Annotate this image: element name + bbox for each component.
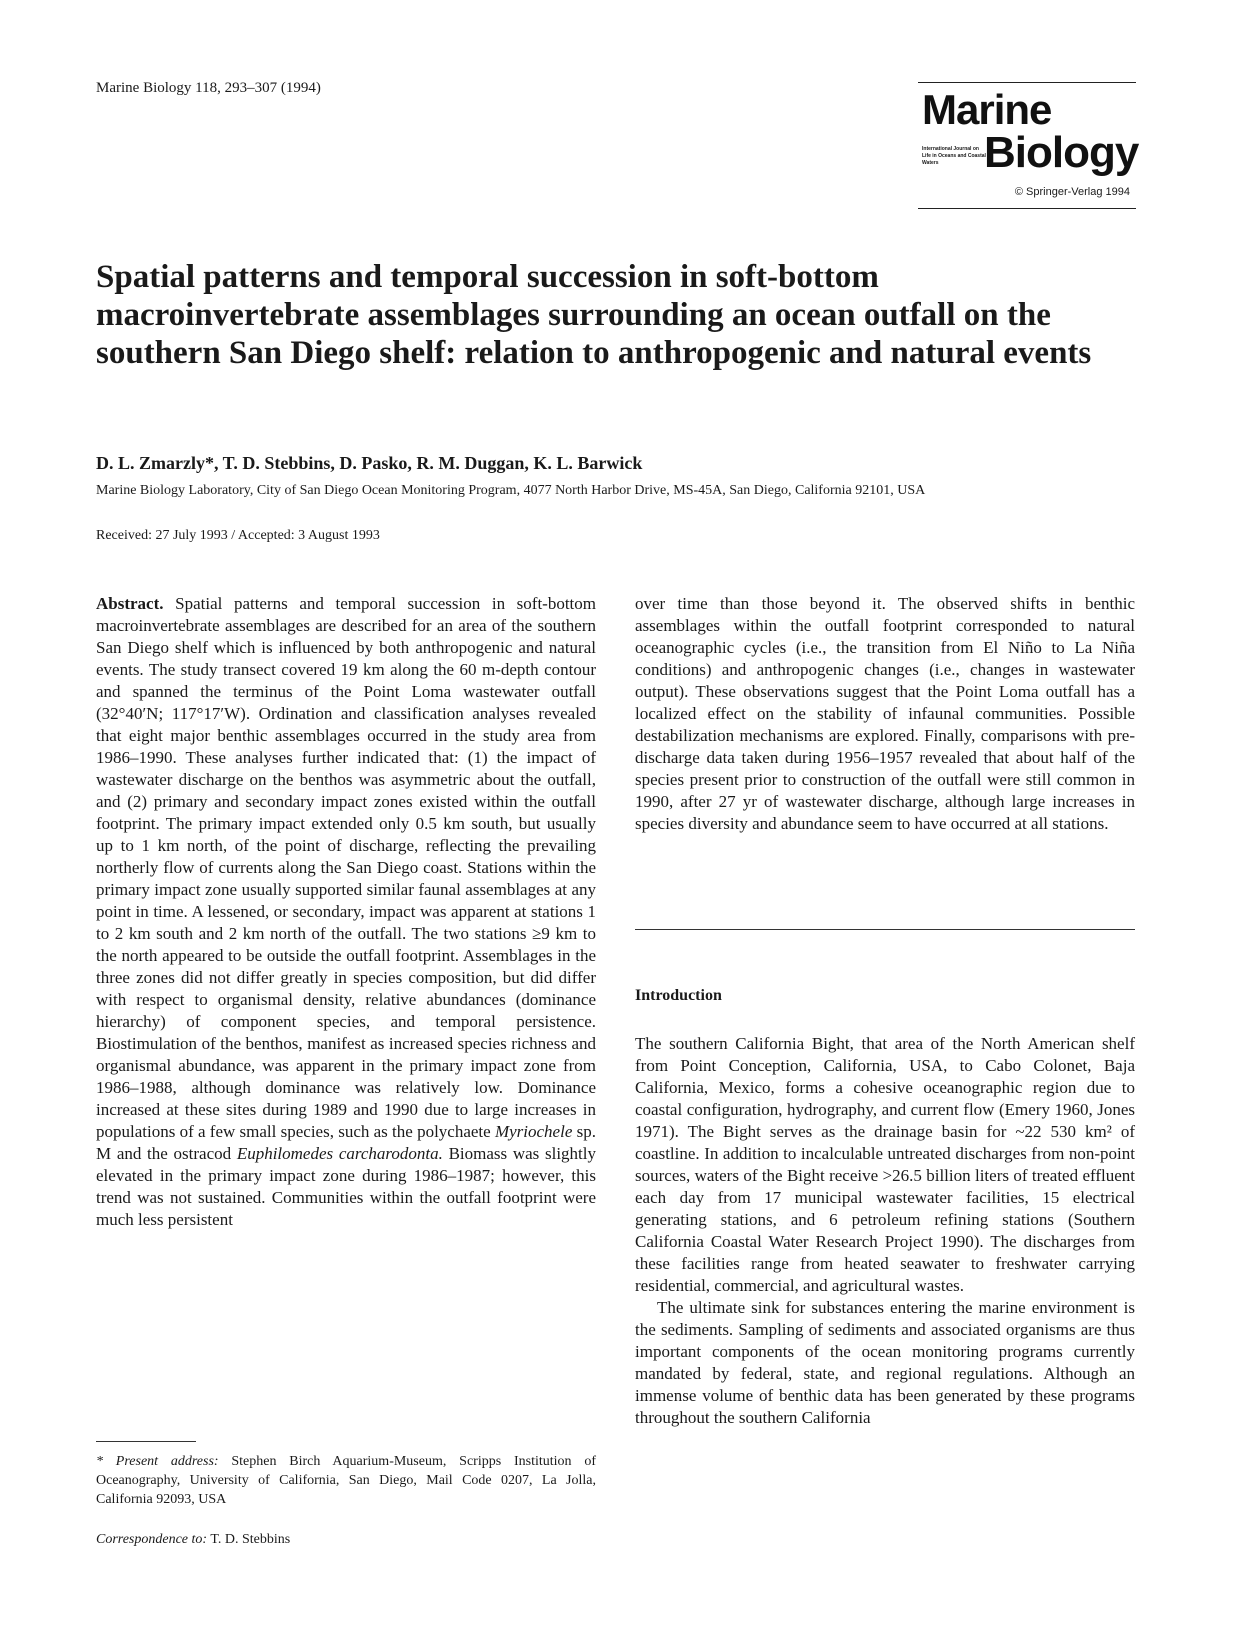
abstract-text-mid: sp. M and the ostracod bbox=[96, 1122, 597, 1163]
correspondence bbox=[96, 1532, 290, 1548]
logo-bottom-rule bbox=[918, 208, 1136, 209]
journal-logo bbox=[918, 82, 1139, 210]
abstract-left-column bbox=[96, 593, 596, 1231]
abstract-label: Abstract. bbox=[96, 594, 164, 613]
introduction-body bbox=[635, 1033, 1135, 1429]
species-name: Myriochele bbox=[494, 1122, 573, 1141]
footnote-rule bbox=[96, 1441, 196, 1442]
author-list: D. L. Zmarzly*, T. D. Stebbins, D. Pasko, R. M. Duggan, K. L. Barwick bbox=[96, 453, 643, 473]
received-dates: Received: 27 July 1993 / Accepted: 3 August 1993 bbox=[96, 528, 380, 543]
footnote-label: * Present address: bbox=[96, 1454, 219, 1469]
abstract-paragraph bbox=[96, 593, 596, 1231]
abstract-text: Spatial patterns and temporal succession in soft-bottom macroinvertebrate assemblages are described for an area of the southern San Diego shelf which is influenced by both anthropogenic and natural events. The study transect covered 19 km along the 60 m-depth contour and spanned the terminus of the Point Loma wastewater outfall (32°40′N; 117°17′W). Ordination and classification analyses revealed that eight major benthic assemblages occurred in the study area from 1986–1990. These analyses further indicated that: (1) the impact of wastewater discharge on the benthos was asymmetric about the outfall, and (2) primary and secondary impact zones existed within the outfall footprint. The primary impact extended only 0.5 km south, but usually up to 1 km north, of the point of discharge, reflecting the prevailing northerly flow of currents along the San Diego coast. Stations within the primary impact zone usually supported similar faunal assemblages at any point in time. A lessened, or secondary, impact was apparent at stations 1 to 2 km south and 2 km north of the outfall. The two stations ≥9 km to the north appeared to be outside the outfall footprint. Assemblages in the three zones did not differ greatly in species composition, but did differ with respect to organismal density, relative abundances (dominance hierarchy) of component species, and temporal persistence. Biostimulation of the benthos, manifest as increased species richness and organismal abundance, was apparent in the primary impact zone from 1986–1988, although dominance was relatively low. Dominance increased at these sites during 1989 and 1990 due to large increases in populations of a few small species, such as the polychaete bbox=[96, 594, 596, 1141]
correspondence-label: Correspondence to: bbox=[96, 1532, 208, 1547]
logo-top-rule bbox=[918, 82, 1136, 83]
section-heading-introduction: Introduction bbox=[635, 987, 722, 1004]
logo-biology-word: Biology bbox=[984, 128, 1139, 177]
logo-marine-word: Marine bbox=[922, 86, 1052, 133]
introduction-paragraph-1: The southern California Bight, that area of the North American shelf from Point Conception, California, USA, to Cabo Colonet, Baja California, Mexico, forms a cohesive oceanographic region due to coastal configuration, hydrography, and current flow (Emery 1960, Jones 1971). The Bight serves as the drainage basin for ~22 530 km² of coastline. In addition to incalculable untreated discharges from non-point sources, waters of the Bight receive >26.5 billion liters of treated effluent each day from 17 municipal wastewater facilities, 15 electrical generating stations, and 6 petroleum refining stations (Southern California Coastal Water Research Project 1990). The discharges from these facilities range from heated seawater to freshwater carrying residential, commercial, and agricultural wastes. bbox=[635, 1034, 1135, 1295]
logo-copyright: © Springer-Verlag 1994 bbox=[1014, 186, 1130, 198]
footnote-present-address bbox=[96, 1452, 596, 1509]
species-name-2: Euphilomedes carcharodonta. bbox=[236, 1144, 443, 1163]
logo-tagline: International Journal on Life in Oceans and Coastal Waters bbox=[922, 146, 986, 166]
introduction-paragraph-2: The ultimate sink for substances entering the marine environment is the sediments. Sampling of sediments and associated organisms are thus important components of the ocean monitoring programs currently mandated by federal, state, and regional regulations. Although an immense volume of benthic data has been generated by these programs throughout the southern California bbox=[635, 1298, 1135, 1427]
affiliation: Marine Biology Laboratory, City of San Diego Ocean Monitoring Program, 4077 North Harbor Drive, MS-45A, San Diego, California 92101, USA bbox=[96, 483, 926, 498]
abstract-right-column bbox=[635, 593, 1135, 835]
abstract-end-rule bbox=[635, 929, 1135, 930]
correspondence-name: T. D. Stebbins bbox=[210, 1532, 291, 1547]
article-title: Spatial patterns and temporal succession in soft-bottom macroinvertebrate assemblages surrounding an ocean outfall on the southern San Diego shelf: relation to anthropogenic and natural events bbox=[96, 259, 1092, 371]
journal-reference: Marine Biology 118, 293–307 (1994) bbox=[96, 80, 321, 96]
abstract-text-end: Biomass was slightly elevated in the primary impact zone during 1986–1987; however, this trend was not sustained. Communities within the outfall footprint were much less persistent bbox=[96, 1144, 596, 1229]
footnote-text: Stephen Birch Aquarium-Museum, Scripps Institution of Oceanography, University of California, San Diego, Mail Code 0207, La Jolla, California 92093, USA bbox=[96, 1454, 596, 1507]
abstract-continuation: over time than those beyond it. The observed shifts in benthic assemblages within the outfall footprint corresponded to natural oceanographic cycles (i.e., the transition from El Niño to La Niña conditions) and anthropogenic changes (i.e., changes in wastewater output). These observations suggest that the Point Loma outfall has a localized effect on the stability of infaunal communities. Possible destabilization mechanisms are explored. Finally, comparisons with pre-discharge data taken during 1956–1957 revealed that about half of the species present prior to construction of the outfall were still common in 1990, after 27 yr of wastewater discharge, although large increases in species diversity and abundance seem to have occurred at all stations. bbox=[635, 594, 1135, 833]
